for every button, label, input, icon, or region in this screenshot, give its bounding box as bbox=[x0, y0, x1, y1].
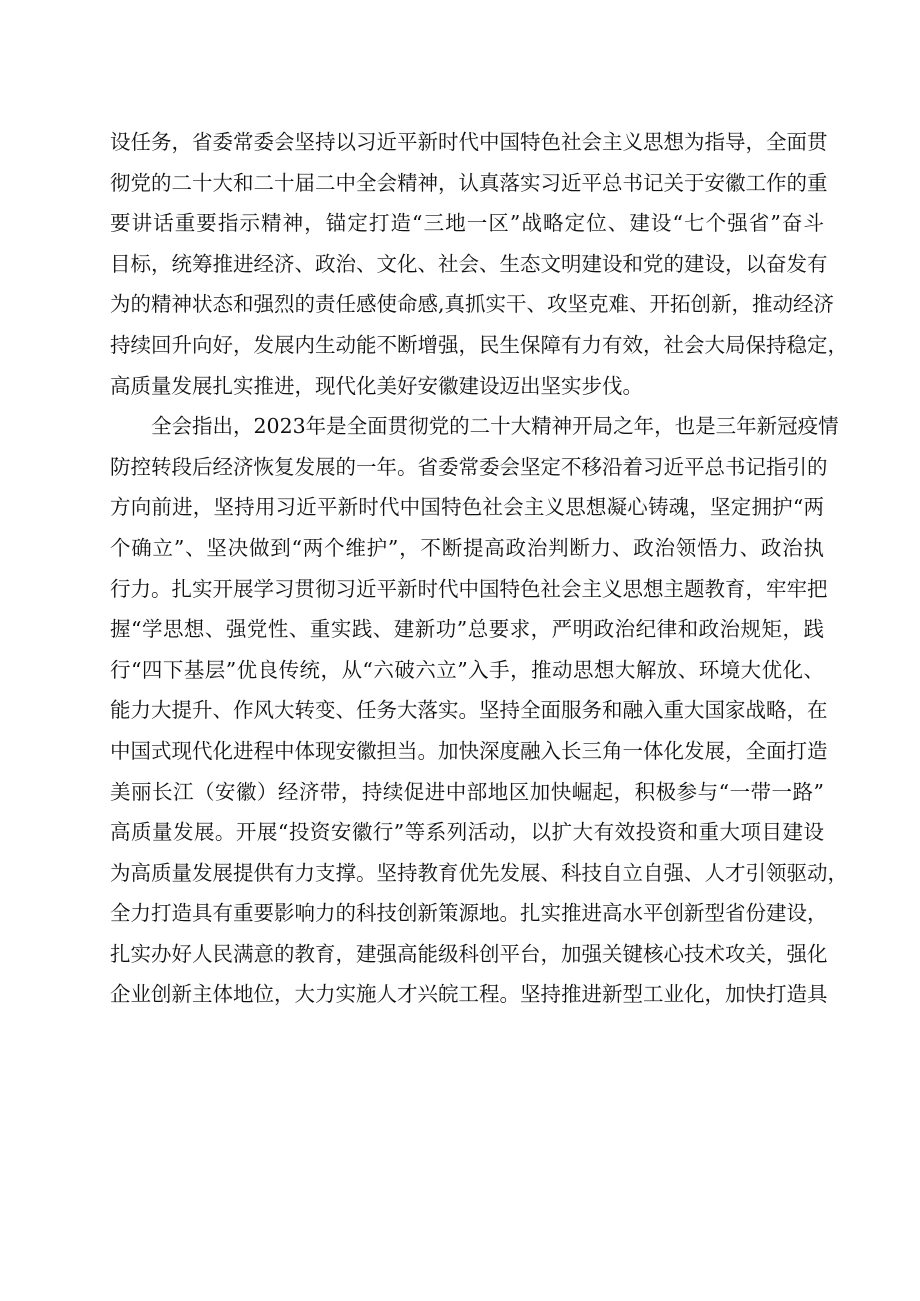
text-line: 彻党的二十大和二十届二中全会精神，认真落实习近平总书记关于安徽工作的重 bbox=[110, 170, 828, 195]
document-body bbox=[110, 122, 848, 1015]
text-line: 持续回升向好，发展内生动能不断增强，民生保障有力有效，社会大局保持稳定， bbox=[110, 332, 848, 357]
text-line: 为的精神状态和强烈的责任感使命感,真抓实干、攻坚克难、开拓创新，推动经济 bbox=[110, 292, 835, 317]
text-line: 个确立”、坚决做到“两个维护”，不断提高政治判断力、政治领悟力、政治执 bbox=[110, 535, 824, 560]
text-line: 高质量发展。开展“投资安徽行”等系列活动，以扩大有效投资和重大项目建设 bbox=[110, 820, 824, 845]
text-line: 企业创新主体地位，大力实施人才兴皖工程。坚持推进新型工业化，加快打造具 bbox=[110, 982, 828, 1007]
text-line: 方向前进，坚持用习近平新时代中国特色社会主义思想凝心铸魂，坚定拥护“两 bbox=[110, 495, 824, 520]
text-line: 要讲话重要指示精神，锚定打造“三地一区”战略定位、建设“七个强省”奋斗 bbox=[110, 211, 824, 236]
text-line: 防控转段后经济恢复发展的一年。省委常委会坚定不移沿着习近平总书记指引的 bbox=[110, 454, 828, 479]
text-line: 握“学思想、强党性、重实践、建新功”总要求，严明政治纪律和政治规矩，践 bbox=[110, 617, 824, 642]
text-line: 行力。扎实开展学习贯彻习近平新时代中国特色社会主义思想主题教育，牢牢把 bbox=[110, 576, 828, 601]
text-line: 美丽长江（安徽）经济带，持续促进中部地区加快崛起，积极参与“一带一路” bbox=[110, 779, 824, 804]
text-line: 设任务，省委常委会坚持以习近平新时代中国特色社会主义思想为指导，全面贯 bbox=[110, 130, 828, 154]
text-line: 扎实办好人民满意的教育，建强高能级科创平台，加强关键核心技术攻关，强化 bbox=[110, 941, 828, 966]
paragraph-1 bbox=[110, 122, 848, 406]
text-line: 全会指出，2023年是全面贯彻党的二十大精神开局之年，也是三年新冠疫情 bbox=[151, 414, 839, 439]
text-line: 高质量发展扎实推进，现代化美好安徽建设迈出坚实步伐。 bbox=[110, 373, 643, 398]
text-line: 能力大提升、作风大转变、任务大落实。坚持全面服务和融入重大国家战略，在 bbox=[110, 698, 828, 723]
paragraph-2 bbox=[110, 406, 848, 1015]
text-line: 行“四下基层”优良传统，从“六破六立”入手，推动思想大解放、环境大优化、 bbox=[110, 657, 824, 682]
text-line: 中国式现代化进程中体现安徽担当。加快深度融入长三角一体化发展，全面打造 bbox=[110, 738, 828, 763]
text-line: 目标，统筹推进经济、政治、文化、社会、生态文明建设和党的建设，以奋发有 bbox=[110, 251, 828, 276]
text-line: 为高质量发展提供有力支撑。坚持教育优先发展、科技自立自强、人才引领驱动， bbox=[110, 860, 848, 885]
text-line: 全力打造具有重要影响力的科技创新策源地。扎实推进高水平创新型省份建设， bbox=[110, 901, 828, 926]
